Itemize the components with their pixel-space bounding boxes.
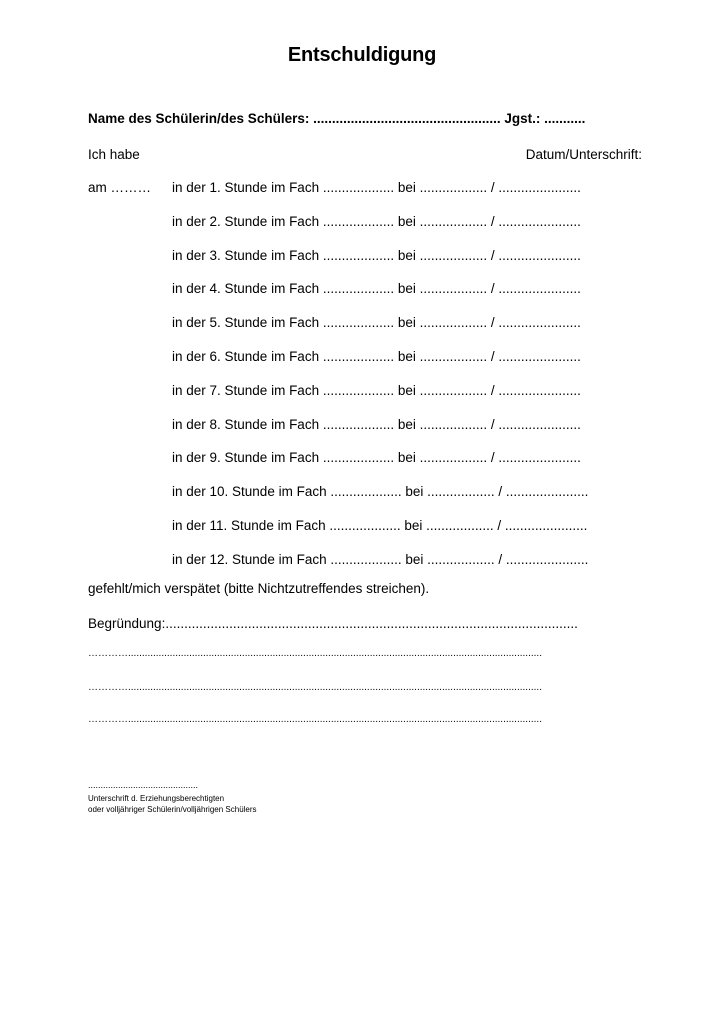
- lesson-row: in der 3. Stunde im Fach ................... bei .................. / ......................: [172, 247, 581, 263]
- page-title: Entschuldigung: [287, 44, 437, 66]
- ich-habe-label: Ich habe: [88, 147, 140, 162]
- absence-note: gefehlt/mich verspätet (bitte Nichtzutreffendes streichen).: [88, 581, 430, 596]
- lesson-row: in der 10. Stunde im Fach ................... bei .................. / ......................: [172, 484, 589, 500]
- lesson-row: in der 9. Stunde im Fach ................... bei .................. / ......................: [172, 450, 581, 466]
- lesson-row: in der 1. Stunde im Fach ................... bei .................. / ......................: [172, 180, 581, 195]
- lesson-row: in der 5. Stunde im Fach ................... bei .................. / ......................: [172, 315, 581, 331]
- lesson-row: in der 11. Stunde im Fach ................... bei .................. / ......................: [172, 518, 588, 533]
- lesson-row: in der 7. Stunde im Fach ................... bei .................. / ......................: [172, 382, 581, 398]
- date-signature-header: Datum/Unterschrift:: [525, 147, 642, 162]
- signature-dotted-line: ............................................: [88, 780, 199, 790]
- lesson-row: in der 12. Stunde im Fach ................... bei .................. / ......................: [172, 551, 589, 567]
- student-name-line: Name des Schülerin/des Schülers: .................................................. Jgst.: ...........: [88, 111, 586, 126]
- lesson-row: in der 2. Stunde im Fach ................... bei .................. / ......................: [172, 213, 581, 229]
- signature-caption-1: Unterschrift d. Erziehungsberechtigten: [88, 794, 225, 803]
- lesson-row: in der 8. Stunde im Fach ................... bei .................. / ......................: [172, 416, 581, 432]
- reason-line: Begründung:..............................................................................................................: [88, 616, 578, 631]
- lesson-row: in der 4. Stunde im Fach ................... bei .................. / ......................: [172, 281, 581, 297]
- reason-dotted-line-1: ………….....................................................................................................................................................: [88, 648, 542, 659]
- signature-caption-2: oder volljähriger Schülerin/volljährigen Schülers: [88, 805, 257, 814]
- reason-dotted-line-2: ………….....................................................................................................................................................: [88, 682, 542, 693]
- reason-dotted-line-3: ………….....................................................................................................................................................: [88, 714, 542, 725]
- lesson-row: in der 6. Stunde im Fach ................... bei .................. / ......................: [172, 349, 581, 364]
- am-date-label: am ………: [88, 180, 152, 195]
